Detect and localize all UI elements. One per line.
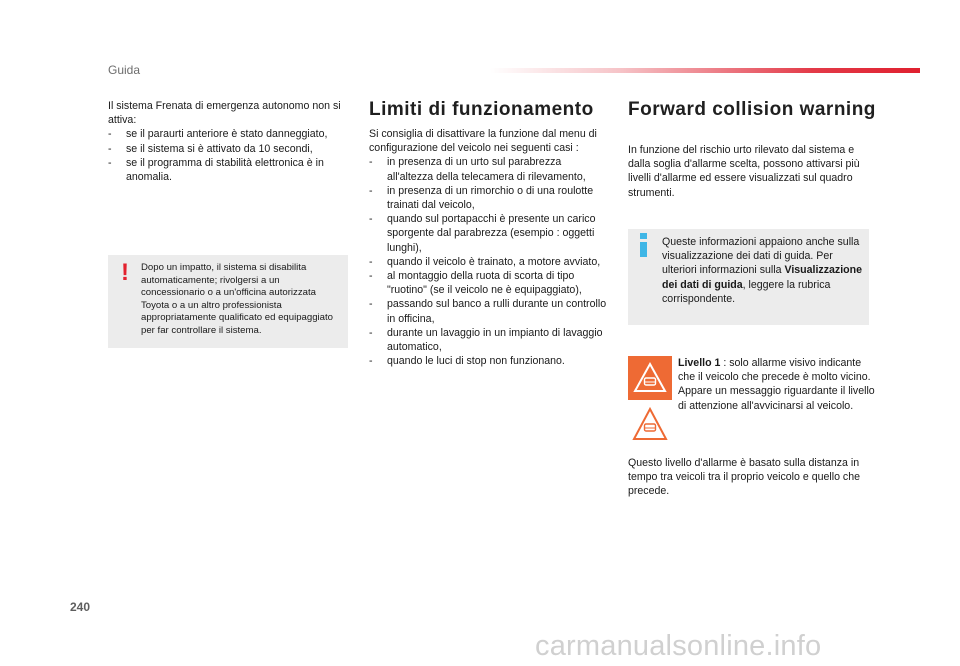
info-text-bold: Visualizzazione dei dati di guida xyxy=(662,264,862,291)
warning-text: Dopo un impatto, il sistema si disabilita automaticamente; rivolgersi a un concessionario o a un'officina autorizzata Toyota o a un altro professionista appropriatamente qualificato ed equipaggiato per far controllare il sistema. xyxy=(141,262,334,336)
fcw-intro-text: In funzione del rischio urto rilevato dal sistema e dalla soglia d'allarme scelta, possono attivarsi più livelli d'allarme ed essere visualizzati sul quadro strumenti. xyxy=(628,144,860,199)
list-item: - in presenza di un urto sul parabrezza all'altezza della telecamera di rilevamento, xyxy=(369,155,609,183)
fcw-heading: Forward collision warning xyxy=(628,99,876,120)
list-item: - in presenza di un rimorchio o di una roulotte trainati dal veicolo, xyxy=(369,184,609,212)
list-item: - quando sul portapacchi è presente un carico sporgente dal parabrezza (esempio : oggetti lunghi), xyxy=(369,212,609,255)
limits-intro: Si consiglia di disattivare la funzione dal menu di configurazione del veicolo nei seguenti casi : xyxy=(369,128,597,155)
fcw-intro xyxy=(628,143,873,200)
autonomous-braking-conditions xyxy=(108,99,348,184)
level1-description xyxy=(678,356,876,413)
level1-label: Livello 1 xyxy=(678,357,721,369)
list-item: - quando le luci di stop non funzionano. xyxy=(369,354,609,368)
info-text xyxy=(662,235,864,306)
level-note: Questo livello d'allarme è basato sulla distanza in tempo tra veicoli tra il proprio veicolo e quello che precede. xyxy=(628,457,861,498)
warning-box xyxy=(108,255,348,348)
list-item: - passando sul banco a rulli durante un controllo in officina, xyxy=(369,297,609,325)
list-item: - se il sistema si è attivato da 10 secondi, xyxy=(108,142,348,156)
level1-message: Appare un messaggio riguardante il livello di attenzione all'avvicinarsi al veicolo. xyxy=(678,385,875,412)
watermark: carmanualsonline.info xyxy=(535,630,822,662)
conditions-intro: Il sistema Frenata di emergenza autonomo non si attiva: xyxy=(108,100,341,127)
level1-line xyxy=(678,356,876,384)
limits-section xyxy=(369,127,609,368)
info-text-end: , leggere la rubrica corrispondente. xyxy=(662,278,831,305)
limits-list xyxy=(369,155,609,368)
collision-alert-outline-icon xyxy=(628,404,672,444)
info-text-start: Queste informazioni appaiono anche sulla visualizzazione dei dati di guida. Per ulteriori informazioni sulla xyxy=(662,236,860,277)
conditions-list xyxy=(108,127,348,184)
page-number: 240 xyxy=(70,600,91,614)
list-item: - se il programma di stabilità elettronica è in anomalia. xyxy=(108,156,348,184)
list-item: - se il paraurti anteriore è stato danneggiato, xyxy=(108,127,348,141)
limits-heading: Limiti di funzionamento xyxy=(369,99,594,120)
collision-alert-filled-icon xyxy=(628,356,672,400)
list-item: - durante un lavaggio in un impianto di lavaggio automatico, xyxy=(369,326,609,354)
list-item: - quando il veicolo è trainato, a motore avviato, xyxy=(369,255,609,269)
level1-text: : solo allarme visivo indicante che il veicolo che precede è molto vicino. xyxy=(678,357,871,384)
header-accent-bar xyxy=(490,68,920,73)
info-box xyxy=(628,229,869,325)
section-title: Guida xyxy=(108,63,141,77)
exclamation-icon: ! xyxy=(121,259,129,286)
info-icon xyxy=(638,233,648,257)
list-item: - al montaggio della ruota di scorta di tipo "ruotino" (se il veicolo ne è equipaggiato), xyxy=(369,269,609,297)
